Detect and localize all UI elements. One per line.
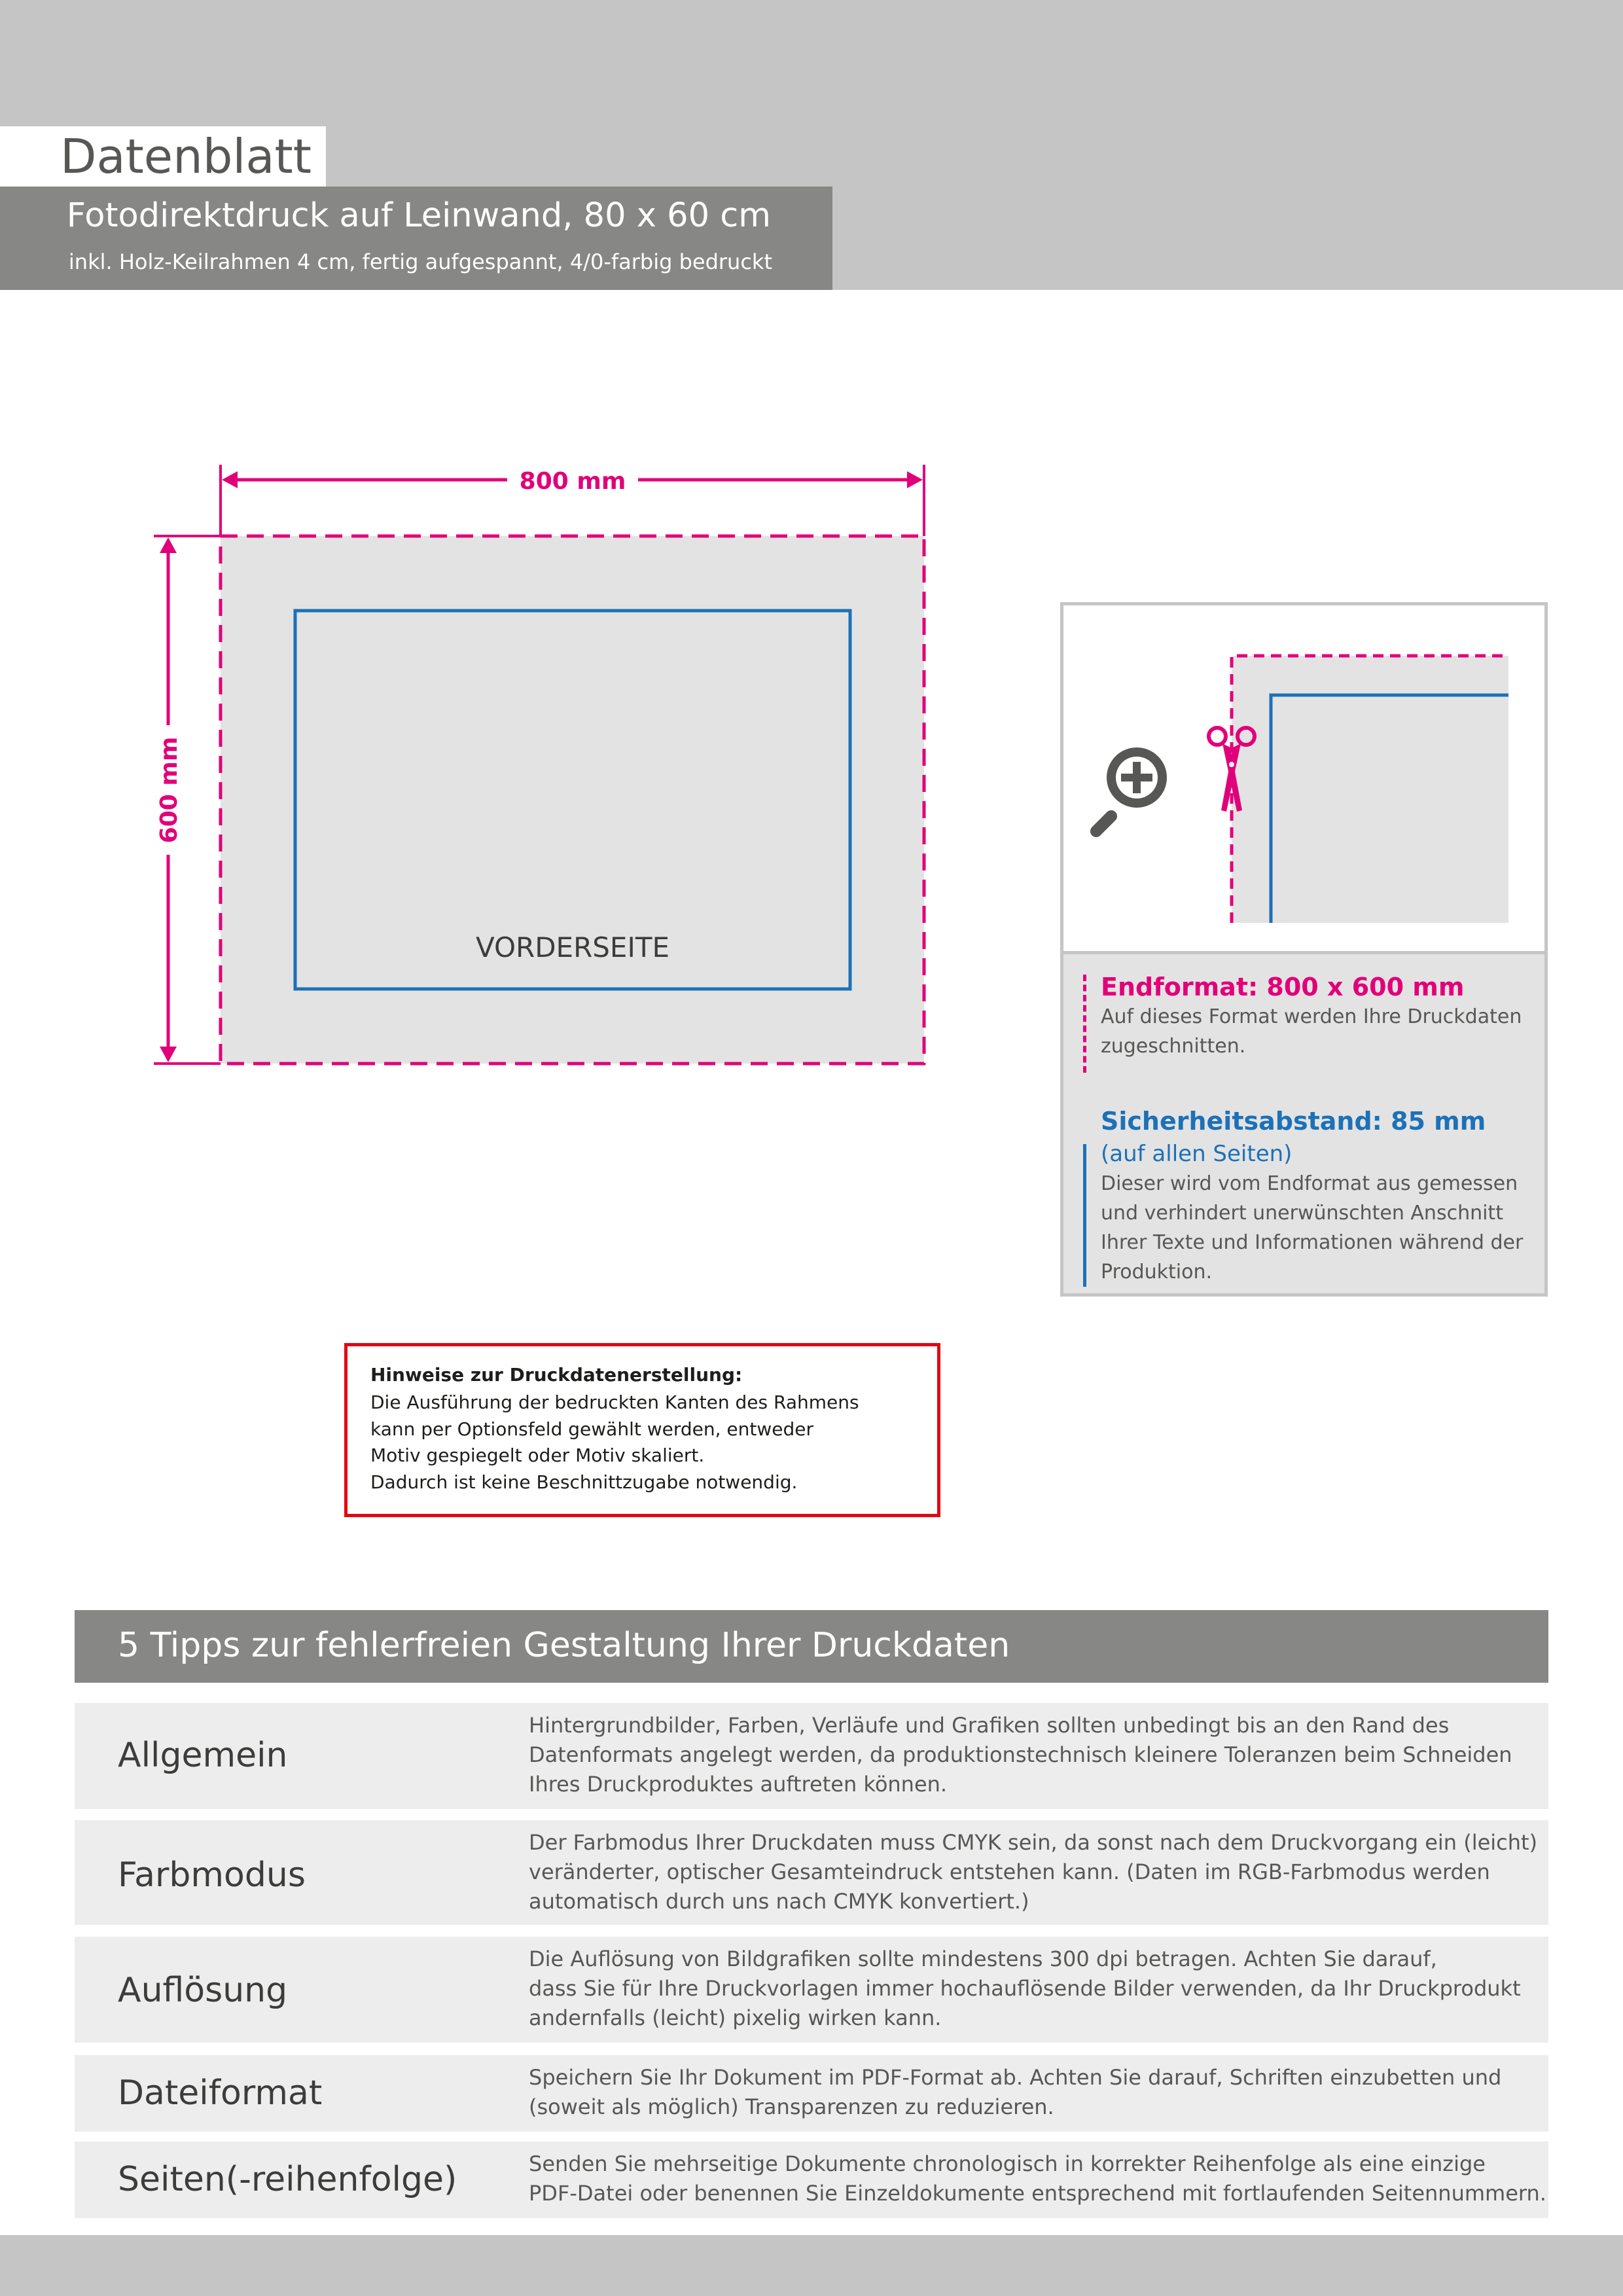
tips-title: 5 Tipps zur fehlerfreien Gestaltung Ihrer Druckdaten [118, 1626, 1010, 1665]
tip-label: Auflösung [118, 1971, 288, 2010]
tip-row-seitenreihenfolge [75, 2142, 1548, 2218]
tip-text: Die Auflösung von Bildgrafiken sollte mindestens 300 dpi betragen. Achten Sie darauf, dass Sie für Ihre Druckvorlagen immer hochauflösende Bilder verwenden, da Ihr Druckprodukt andernfalls (leicht) pixelig wirken kann. [529, 1946, 1521, 2030]
tip-text: Speichern Sie Ihr Dokument im PDF-Format ab. Achten Sie darauf, Schriften einzubetten und (soweit als möglich) Transparenzen zu reduzieren. [529, 2065, 1502, 2119]
tip-label: Farbmodus [118, 1856, 306, 1895]
format-info-text [1063, 951, 1544, 1293]
print-notes-box [344, 1343, 940, 1517]
tip-label: Allgemein [118, 1736, 288, 1775]
tip-row-aufloesung [75, 1937, 1548, 2043]
tip-text: Hintergrundbilder, Farben, Verläufe und Grafiken sollten unbedingt bis an den Rand des Datenformats angelegt werden, da produktionstechnisch kleinere Toleranzen beim Schneiden Ihres Druckproduktes auftreten können. [529, 1713, 1512, 1797]
tip-row-farbmodus [75, 1820, 1548, 1925]
tip-label: Seiten(-reihenfolge) [118, 2160, 457, 2199]
tip-label: Dateiformat [118, 2073, 323, 2113]
format-diagram [0, 0, 969, 1113]
tip-row-dateiformat [75, 2055, 1548, 2132]
print-notes-heading: Hinweise zur Druckdatenerstellung: [370, 1364, 743, 1386]
tip-text: Senden Sie mehrseitige Dokumente chronologisch in korrekter Reihenfolge als eine einzige PDF-Datei oder benennen Sie Einzeldokumente entsprechend mit fortlaufenden Seitennummern. [529, 2151, 1546, 2206]
tip-row-allgemein [75, 1703, 1548, 1809]
safety-text: Dieser wird vom Endformat aus gemessen und verhindert unerwünschten Anschnitt Ihrer Texte und Informationen während der Produktion. [1101, 1172, 1524, 1283]
product-title: Fotodirektdruck auf Leinwand, 80 x 60 cm [66, 196, 771, 235]
print-area [221, 536, 924, 1064]
height-label: 600 mm [156, 736, 183, 844]
footer-band [0, 2235, 1623, 2296]
width-dimension [221, 465, 924, 536]
tip-text: Der Farbmodus Ihrer Druckdaten muss CMYK sein, da sonst nach dem Druckvorgang ein (leicht) veränderter, optischer Gesamteindruck entstehen kann. (Daten im RGB-Farbmodus werden automatisch durch uns nach CMYK konvertiert.) [529, 1830, 1538, 1914]
safety-subheading: (auf allen Seiten) [1101, 1141, 1293, 1167]
format-info-panel [1060, 602, 1548, 1297]
safety-heading: Sicherheitsabstand: 85 mm [1101, 1107, 1486, 1136]
endformat-block [1083, 971, 1541, 1075]
tips-header [75, 1610, 1548, 1683]
endformat-text: Auf dieses Format werden Ihre Druckdaten zugeschnitten. [1101, 1005, 1522, 1058]
front-side-label: VORDERSEITE [475, 931, 670, 963]
product-detail: inkl. Holz-Keilrahmen 4 cm, fertig aufgespannt, 4/0-farbig bedruckt [68, 249, 772, 274]
endformat-heading: Endformat: 800 x 600 mm [1101, 973, 1465, 1001]
width-label: 800 mm [519, 468, 626, 495]
page-title: Datenblatt [60, 129, 312, 184]
zoom-in-icon [1096, 747, 1167, 831]
height-dimension [154, 536, 221, 1064]
print-notes-text: Die Ausführung der bedruckten Kanten des Rahmens kann per Optionsfeld gewählt werden, entweder Motiv gespiegelt oder Motiv skaliert. Dadurch ist keine Beschnittzugabe notwendig. [370, 1391, 859, 1493]
corner-detail [1063, 605, 1544, 951]
safety-block [1083, 1105, 1541, 1288]
